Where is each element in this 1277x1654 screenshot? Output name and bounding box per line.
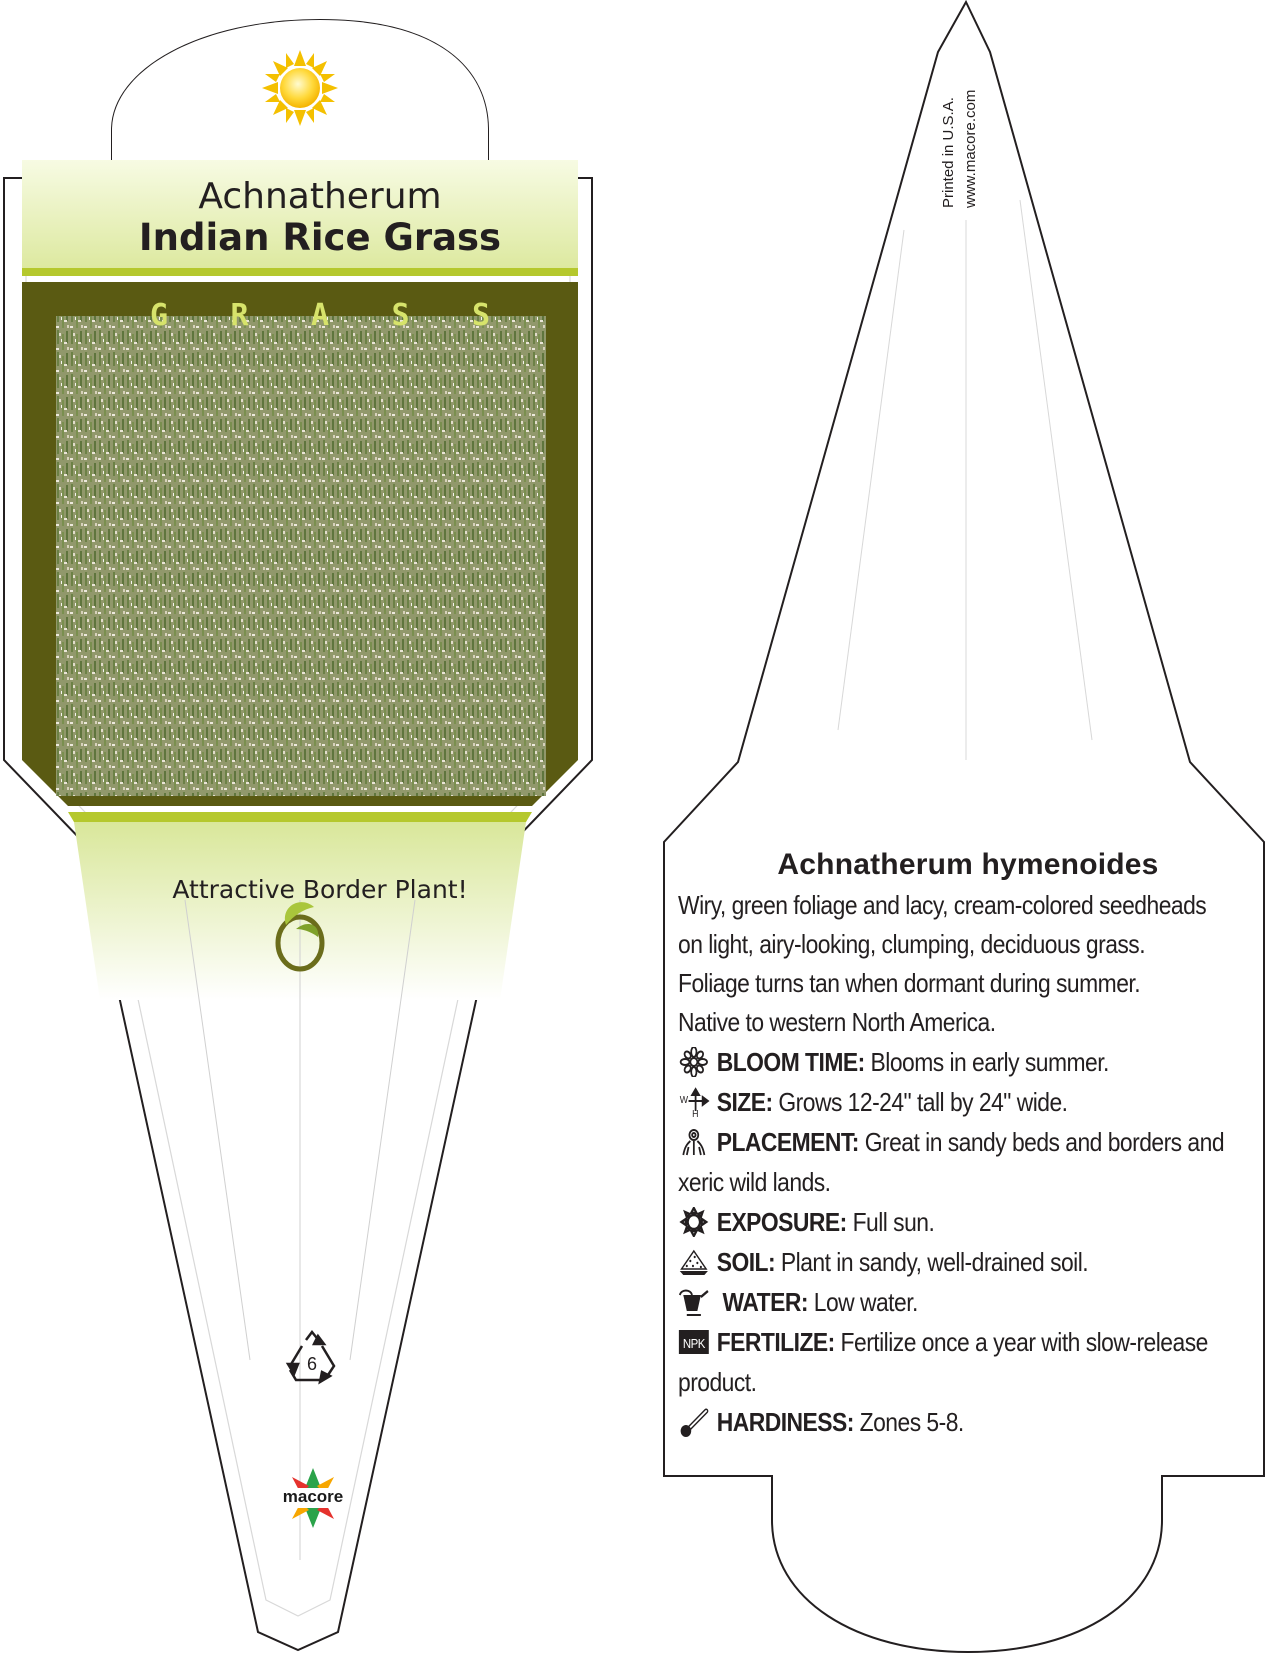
genus-name: Achnatherum (198, 176, 442, 217)
attr-text: Plant in sandy, well-drained soil. (775, 1247, 1089, 1277)
flower-icon (678, 1047, 710, 1077)
npk-icon (678, 1327, 710, 1357)
attr-label: SOIL: (716, 1247, 776, 1277)
attr-text-continued: xeric wild lands. (678, 1167, 831, 1197)
attr-text: Low water. (807, 1287, 918, 1317)
common-name: Indian Rice Grass (138, 216, 502, 259)
category-letter: A (310, 298, 330, 333)
tagline: Attractive Border Plant! (172, 875, 468, 904)
description-line: Wiry, green foliage and lacy, cream-colored seedheads (678, 890, 1207, 920)
attr-text: Great in sandy beds and borders and (858, 1127, 1225, 1157)
attr-label: SIZE: (716, 1087, 773, 1117)
thermometer-icon (678, 1407, 710, 1437)
soil-icon (678, 1247, 710, 1277)
attr-text: Fertilize once a year with slow-release (834, 1327, 1208, 1357)
header-band (22, 268, 578, 276)
attr-placement (678, 1122, 1254, 1202)
attr-fertilize (678, 1322, 1254, 1402)
placement-icon (678, 1127, 710, 1157)
attr-exposure (678, 1202, 1254, 1242)
attr-text: Grows 12-24" tall by 24" wide. (772, 1087, 1068, 1117)
category-letter: S (471, 298, 490, 333)
description (678, 886, 1254, 1042)
attr-label: WATER: (722, 1287, 808, 1317)
size-w: W (679, 1093, 688, 1106)
botanical-name: Achnatherum hymenoides (777, 848, 1159, 881)
npk-text: NPK (682, 1336, 705, 1352)
attr-text-continued: product. (678, 1367, 757, 1397)
attr-label: BLOOM TIME: (716, 1047, 865, 1077)
category-letter: G (150, 298, 169, 333)
attr-text: Full sun. (846, 1207, 935, 1237)
sun-icon (262, 50, 338, 126)
attr-water (678, 1282, 1254, 1322)
recycle-number: 6 (306, 1354, 317, 1374)
category-label (150, 298, 490, 333)
description-line: Foliage turns tan when dormant during summer. (678, 968, 1141, 998)
attr-text: Blooms in early summer. (864, 1047, 1109, 1077)
attr-label: FERTILIZE: (716, 1327, 835, 1357)
category-letter: S (391, 298, 410, 333)
attr-label: PLACEMENT: (716, 1127, 859, 1157)
attr-soil (678, 1242, 1254, 1282)
website: www.macore.com (962, 89, 979, 208)
print-info (940, 48, 979, 208)
sun-outline-icon (678, 1207, 710, 1237)
watering-can-icon (678, 1287, 710, 1317)
description-line: Native to western North America. (678, 1007, 996, 1037)
category-letter: R (230, 298, 249, 333)
attr-label: EXPOSURE: (716, 1207, 847, 1237)
printed-in: Printed in U.S.A. (940, 97, 957, 208)
description-line: on light, airy-looking, clumping, deciduous grass. (678, 929, 1146, 959)
brand-name: macore (282, 1487, 344, 1506)
attr-label: HARDINESS: (716, 1407, 854, 1437)
attr-text: Zones 5-8. (853, 1407, 964, 1437)
attr-size (678, 1082, 1254, 1122)
size-icon (678, 1087, 710, 1117)
care-panel (678, 848, 1258, 1442)
size-h: H (692, 1107, 698, 1117)
attr-bloom-time (678, 1042, 1254, 1082)
attr-hardiness (678, 1402, 1254, 1442)
